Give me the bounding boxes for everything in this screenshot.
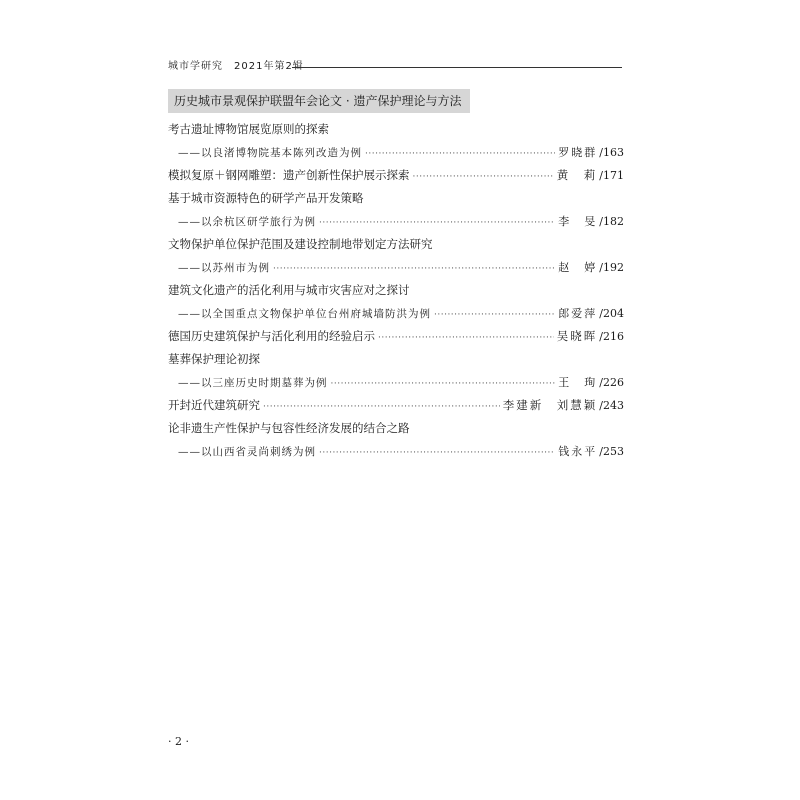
toc-leader-dots xyxy=(273,258,555,281)
toc-leader-dots xyxy=(319,442,555,465)
toc-page: /182 xyxy=(599,215,624,228)
toc-author: 王 珣 xyxy=(558,376,598,389)
toc-author: 黄 莉 xyxy=(556,168,598,182)
toc-author: 李建新 刘慧颖 xyxy=(502,398,598,412)
toc-leader-dots xyxy=(263,396,500,419)
toc-author: 罗晓群 xyxy=(558,146,598,159)
toc-entry[interactable] xyxy=(168,440,624,463)
toc-entry[interactable] xyxy=(168,394,624,417)
toc-entry[interactable] xyxy=(168,371,624,394)
toc-title-text: 文物保护单位保护范围及建设控制地带划定方法研究 xyxy=(168,237,433,251)
section-banner xyxy=(168,89,470,113)
toc-article-title[interactable] xyxy=(168,279,624,302)
toc-title-text: 墓葬保护理论初探 xyxy=(168,352,260,366)
journal-name: 城市学研究 2021年第2辑 xyxy=(168,61,304,72)
toc-page: /243 xyxy=(599,399,624,412)
toc-entry[interactable] xyxy=(168,210,624,233)
toc-entry[interactable] xyxy=(168,256,624,279)
toc-author: 钱永平 xyxy=(558,445,598,458)
table-of-contents xyxy=(168,118,624,463)
toc-entry[interactable] xyxy=(168,141,624,164)
toc-subtitle: ——以全国重点文物保护单位台州府城墙防洪为例 xyxy=(178,308,431,320)
toc-article-title[interactable] xyxy=(168,187,624,210)
page-number: · 2 · xyxy=(168,735,189,748)
toc-author: 李 旻 xyxy=(558,215,598,228)
toc-page: /192 xyxy=(599,261,624,274)
toc-article-title[interactable] xyxy=(168,233,624,256)
toc-author: 吴晓晖 xyxy=(556,329,598,343)
toc-subtitle: ——以余杭区研学旅行为例 xyxy=(178,216,316,228)
toc-subtitle: ——以苏州市为例 xyxy=(178,262,270,274)
toc-leader-dots xyxy=(378,327,554,350)
header-rule xyxy=(292,67,622,68)
toc-leader-dots xyxy=(331,373,556,396)
toc-subtitle: ——以三座历史时期墓葬为例 xyxy=(178,377,328,389)
toc-leader-dots xyxy=(319,212,555,235)
toc-page: /204 xyxy=(599,307,624,320)
toc-title-text: 开封近代建筑研究 xyxy=(168,398,260,412)
toc-page: /216 xyxy=(599,330,624,343)
toc-article-title[interactable] xyxy=(168,417,624,440)
toc-entry[interactable] xyxy=(168,302,624,325)
toc-author: 郎爱萍 xyxy=(558,307,598,320)
toc-entry[interactable] xyxy=(168,325,624,348)
toc-title-text: 模拟复原＋钢网雕塑：遗产创新性保护展示探索 xyxy=(168,168,410,182)
toc-leader-dots xyxy=(413,166,554,189)
toc-article-title[interactable] xyxy=(168,348,624,371)
toc-page: /253 xyxy=(599,445,624,458)
toc-entry[interactable] xyxy=(168,164,624,187)
toc-page: /171 xyxy=(599,169,624,182)
toc-title-text: 论非遗生产性保护与包容性经济发展的结合之路 xyxy=(168,421,410,435)
toc-article-title[interactable] xyxy=(168,118,624,141)
toc-subtitle: ——以良渚博物院基本陈列改造为例 xyxy=(178,147,362,159)
toc-title-text: 考古遗址博物馆展览原则的探索 xyxy=(168,122,329,136)
toc-page: /163 xyxy=(599,146,624,159)
running-header xyxy=(168,60,622,74)
toc-author: 赵 婷 xyxy=(558,261,598,274)
section-title: 历史城市景观保护联盟年会论文 · 遗产保护理论与方法 xyxy=(174,94,462,108)
toc-leader-dots xyxy=(434,304,555,327)
toc-title-text: 德国历史建筑保护与活化利用的经验启示 xyxy=(168,329,375,343)
toc-title-text: 建筑文化遗产的活化利用与城市灾害应对之探讨 xyxy=(168,283,410,297)
toc-title-text: 基于城市资源特色的研学产品开发策略 xyxy=(168,191,364,205)
toc-subtitle: ——以山西省灵尚刺绣为例 xyxy=(178,446,316,458)
toc-leader-dots xyxy=(365,143,555,166)
toc-page: /226 xyxy=(599,376,624,389)
